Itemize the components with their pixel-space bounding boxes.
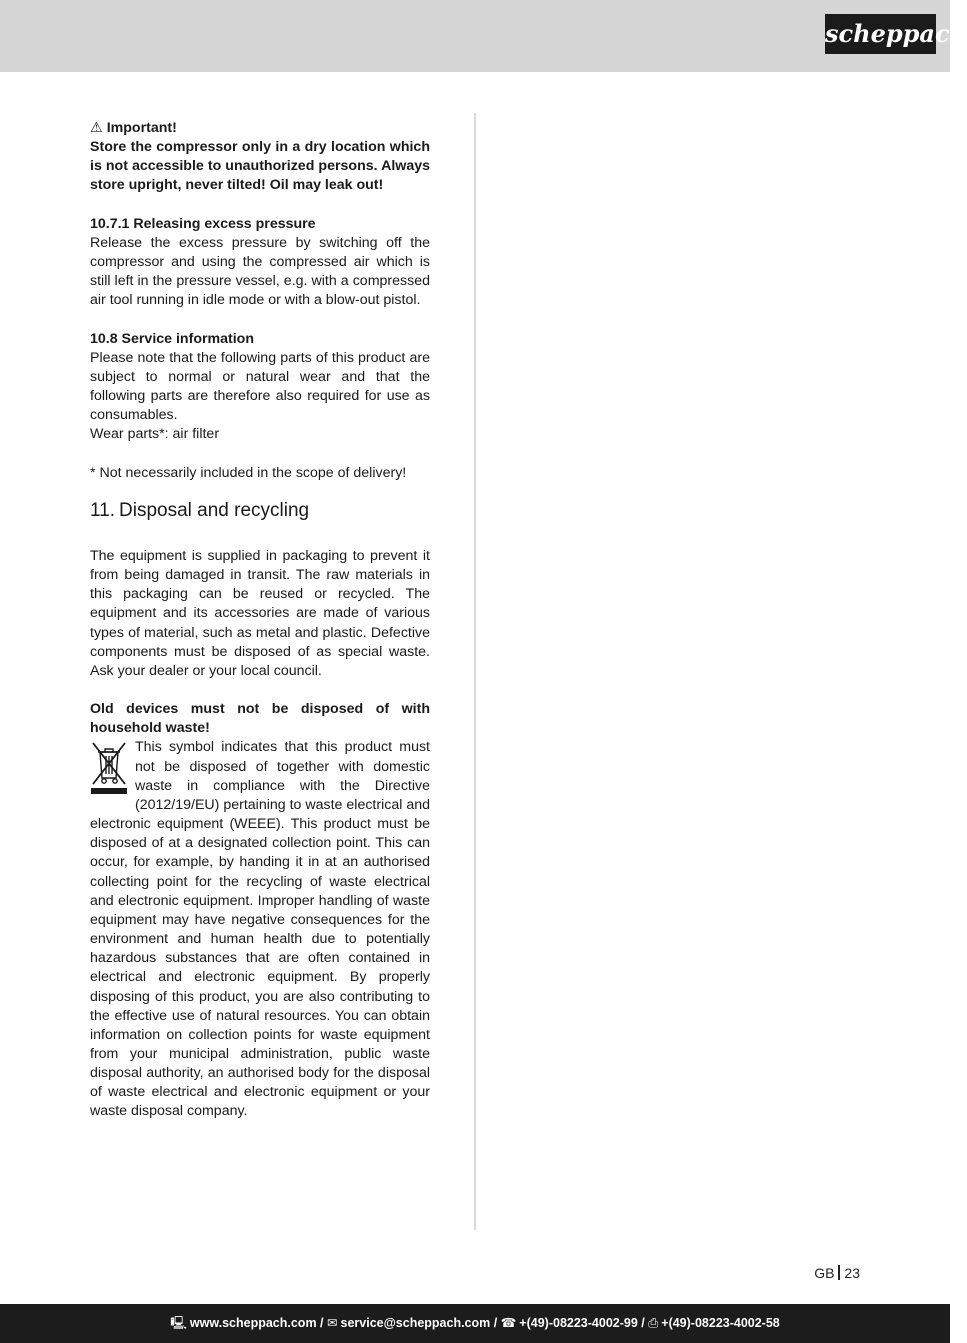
delivery-footnote: * Not necessarily included in the scope of delivery! xyxy=(90,464,407,481)
left-column xyxy=(90,119,430,1122)
warning-triangle-icon: ⚠ xyxy=(90,120,103,136)
section-10-8-body: Please note that the following parts of this product are subject to normal or natural wear and that the following parts are therefore also required for use as consumables. xyxy=(90,349,430,424)
page-footer xyxy=(0,1304,950,1343)
weee-paragraph xyxy=(90,738,430,1121)
footer-email[interactable]: service@scheppach.com xyxy=(340,1316,491,1330)
section-10-7-1-body: Release the excess pressure by switching off the compressor and using the compressed air which is still left in the pressure vessel, e.g. with a compressed air tool running in idle mode or with a blow-out pistol. xyxy=(90,234,430,309)
phone-icon: ☎ xyxy=(500,1316,517,1330)
column-divider xyxy=(474,113,476,1230)
important-notice xyxy=(90,119,430,196)
household-waste-warning: Old devices must not be disposed of with household waste! xyxy=(90,701,430,737)
section-11-title-text: Disposal and recycling xyxy=(119,499,310,521)
section-10-8-heading: 10.8 Service information xyxy=(90,330,255,347)
computer-icon: 🖳 xyxy=(170,1316,187,1330)
section-11-title xyxy=(90,499,430,523)
page-language: GB xyxy=(814,1265,835,1281)
page-header xyxy=(0,0,967,72)
page-number-separator xyxy=(838,1265,840,1280)
footer-phone: +(49)-08223-4002-99 xyxy=(519,1316,638,1330)
footer-separator: / xyxy=(493,1316,498,1330)
page-number-value: 23 xyxy=(844,1265,860,1281)
wear-parts: Wear parts*: air filter xyxy=(90,426,220,443)
important-text: Store the compressor only in a dry location which is not accessible to unauthorized persons. Always store upright, never tilted! Oil may leak out! xyxy=(90,139,430,194)
mail-icon: ✉ xyxy=(327,1316,338,1330)
footer-fax: +(49)-08223-4002-58 xyxy=(661,1316,780,1330)
weee-text: This symbol indicates that this product must not be disposed of together with domestic waste in compliance with the Directive (2012/19/EU) pertaining to waste electrical and electronic equipment (WEEE). This product must be disposed of at a designated collection point. This can occur, for example, by handing it in at an authorised collecting point for the recycling of waste electrical and electronic equipment. Improper handling of waste equipment may have negative consequences for the environment and human health due to potentially hazardous substances that are often contained in electrical and electronic equipment. By properly disposing of this product, you are also contributing to the effective use of natural resources. You can obtain information on collection points for waste equipment from your municipal administration, public waste disposal authority, an authorised body for the disposal of waste electrical and electronic equipment or your waste disposal company. xyxy=(90,739,430,1120)
section-11-body: The equipment is supplied in packaging to prevent it from being damaged in transit. The raw materials in this packaging can be reused or recycled. The equipment and its accessories are made of various types of material, such as metal and plastic. Defective components must be disposed of as special waste. Ask your dealer or your local council. xyxy=(90,547,430,679)
section-11-number: 11. xyxy=(90,499,116,521)
fax-icon: ⎙ xyxy=(648,1316,659,1330)
footer-website[interactable]: www.scheppach.com xyxy=(189,1316,317,1330)
weee-bin-icon xyxy=(90,740,128,796)
footer-separator: / xyxy=(320,1316,324,1330)
section-10-7-1-heading: 10.7.1 Releasing excess pressure xyxy=(90,215,316,232)
important-label: Important! xyxy=(106,120,177,136)
scheppach-logo: scheppach xyxy=(825,14,936,54)
footer-separator: / xyxy=(641,1316,645,1330)
page-number xyxy=(790,1264,860,1282)
